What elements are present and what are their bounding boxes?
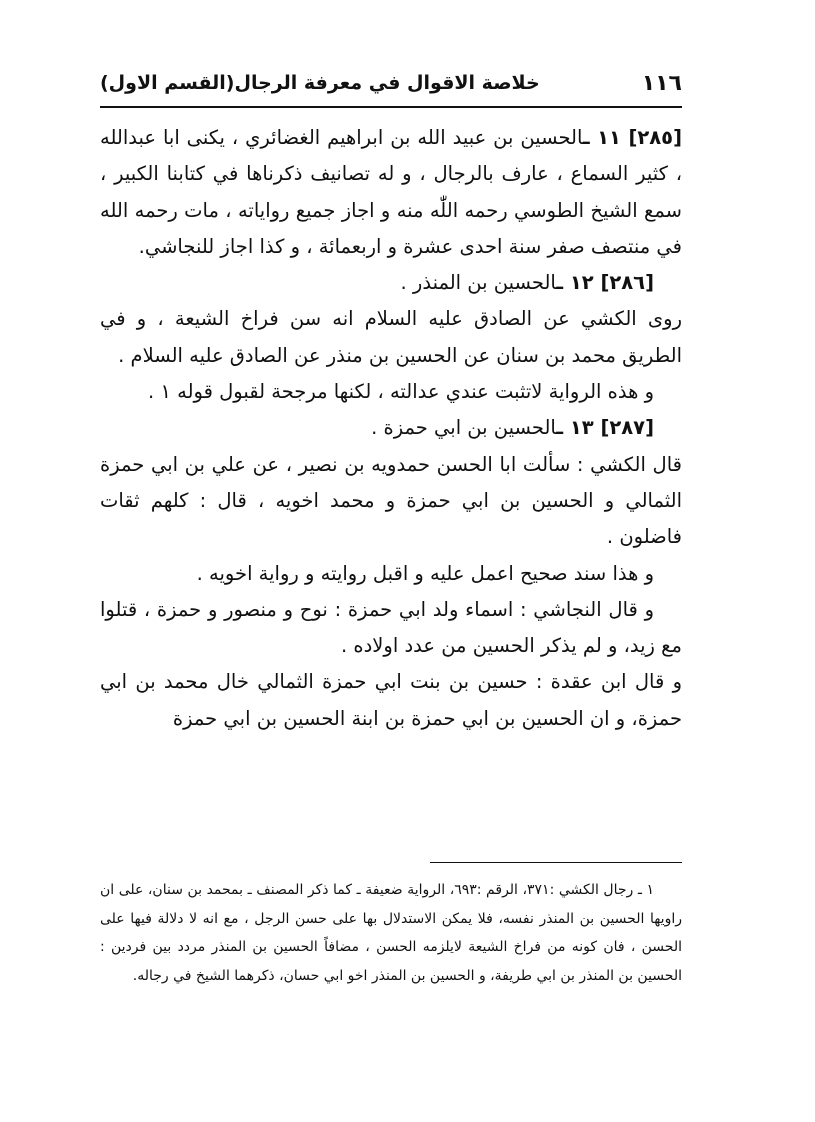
paragraph-text: روى الكشي عن الصادق عليه السلام انه سن فراخ الشيعة ، و في الطريق محمد بن سنان عن الحسين بن منذر عن الصادق عليه السلام . <box>100 307 682 367</box>
header-rule <box>100 106 682 108</box>
entry-number: [٢٨٧] ١٣ ـ <box>556 416 654 440</box>
footnote-rule <box>430 862 682 863</box>
footnote-1: ١ ـ رجال الكشي :٣٧١، الرقم :٦٩٣، الرواية ضعيفة ـ كما ذكر المصنف ـ بمحمد بن سنان، على ان راويها الحسين بن المنذر نفسه، فلا يمكن الاستدلال بها على حسن الرجل ، مع انه لا دلالة فيها على الحسن ، فان كونه من فراخ الشيعة لايلزمه الحسن ، مضافاً الحسين بن المنذر مردد بين فردين : الحسين بن المنذر بن ابي طريفة، و الحسين بن المنذر اخو ابي حسان، ذكرهما الشيخ في رجاله. <box>100 882 682 984</box>
footnotes <box>100 876 682 990</box>
paragraph-text: الحسين بن المنذر . <box>400 271 557 295</box>
paragraph-text: و هذه الرواية لاتثبت عندي عدالته ، لكنها مرجحة لقبول قوله ١ . <box>148 380 654 404</box>
paragraph-text: الحسين بن عبيد الله بن ابراهيم الغضائري ، يكنى ابا عبدالله ، كثير السماع ، عارف بالرجال ، و له تصانيف ذكرناها في كتابنا الكبير ، سمع الشيخ الطوسي رحمه اللّٰه منه و اجاز جميع رواياته ، مات رحمه الله في منتصف صفر سنة احدى عشرة و اربعمائة ، و كذا اجاز للنجاشي. <box>100 126 682 258</box>
paragraph-text: الحسين بن ابي حمزة . <box>371 416 557 440</box>
paragraph-entry-287 <box>100 410 682 446</box>
running-title: خلاصة الاقوال في معرفة الرجال(القسم الاول) <box>100 72 540 94</box>
paragraph-kashshi-narration <box>100 301 682 374</box>
main-text <box>100 120 682 737</box>
paragraph-najashi-saying <box>100 592 682 665</box>
paragraph-kashshi-saying <box>100 447 682 556</box>
paragraph-text: و قال النجاشي : اسماء ولد ابي حمزة : نوح و منصور و حمزة ، قتلوا مع زيد، و لم يذكر الحسين من عدد اولاده . <box>100 597 682 658</box>
paragraph-text: و هذا سند صحيح اعمل عليه و اقبل روايته و رواية اخويه . <box>196 561 654 585</box>
page-number: ١١٦ <box>641 70 682 96</box>
entry-number: [٢٨٦] ١٢ ـ <box>556 271 654 295</box>
paragraph-chain-assessment <box>100 556 682 592</box>
paragraph-entry-286 <box>100 265 682 301</box>
paragraph-entry-285 <box>100 120 682 265</box>
running-header <box>100 66 682 100</box>
entry-number: [٢٨٥] ١١ ـ <box>582 126 683 149</box>
paragraph-ibn-uqda-saying <box>100 664 682 737</box>
paragraph-text: قال الكشي : سألت ابا الحسن حمدويه بن نصير ، عن علي بن ابي حمزة الثمالي و الحسين بن ابي حمزة و محمد اخويه ، قال : كلهم ثقات فاضلون . <box>100 452 682 549</box>
paragraph-text: و قال ابن عقدة : حسين بن بنت ابي حمزة الثمالي خال محمد بن ابي حمزة، و ان الحسين بن ابي حمزة بن ابنة الحسين بن ابي حمزة <box>100 670 682 730</box>
paragraph-author-opinion <box>100 374 682 410</box>
